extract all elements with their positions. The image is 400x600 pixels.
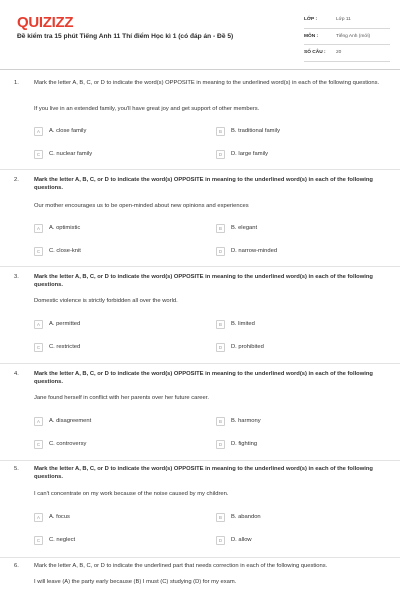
- worksheet-title: Đề kiểm tra 15 phút Tiếng Anh 11 Thí điểm Học kì 1 (có đáp án - Đề 5): [17, 33, 234, 40]
- option-text: C. close-knit: [49, 248, 81, 254]
- meta-row-subject: [304, 29, 390, 46]
- option-text: D. narrow-minded: [231, 248, 278, 254]
- question-2: [0, 169, 400, 266]
- option-letter-box: B: [216, 417, 225, 426]
- option-letter-box: A: [34, 224, 43, 233]
- question-divider: [0, 266, 400, 267]
- option-text: B. limited: [231, 321, 255, 327]
- option-text: D. large family: [231, 151, 269, 157]
- option-b[interactable]: [216, 319, 255, 329]
- option-letter-box: D: [216, 440, 225, 449]
- question-number: 3.: [14, 274, 19, 280]
- meta-key: LỚP :: [304, 17, 318, 23]
- option-text: A. permitted: [49, 321, 81, 327]
- option-c[interactable]: [34, 246, 81, 256]
- option-letter-box: A: [34, 127, 43, 136]
- question-sentence: Jane found herself in conflict with her parents over her future career.: [34, 395, 209, 401]
- option-letter-box: C: [34, 150, 43, 159]
- question-instruction: Mark the letter A, B, C, or D to indicate the word(s) OPPOSITE in meaning to the underlined word(s) in each of the following questions.: [34, 466, 373, 480]
- question-1: [0, 72, 400, 169]
- option-text: B. abandon: [231, 514, 261, 520]
- option-text: C. restricted: [49, 344, 81, 350]
- option-d[interactable]: [216, 342, 264, 352]
- option-letter-box: D: [216, 247, 225, 256]
- option-d[interactable]: [216, 535, 252, 545]
- option-b[interactable]: [216, 416, 261, 426]
- meta-key: SỐ CÂU :: [304, 50, 326, 56]
- option-c[interactable]: [34, 149, 92, 159]
- option-a[interactable]: [34, 416, 91, 426]
- option-c[interactable]: [34, 439, 86, 449]
- meta-value: Tiếng Anh (mới): [336, 33, 371, 39]
- option-b[interactable]: [216, 126, 280, 136]
- question-number: 4.: [14, 371, 19, 377]
- question-sentence: I can't concentrate on my work because of the noise caused by my children.: [34, 491, 229, 497]
- worksheet-meta: [304, 12, 390, 62]
- option-b[interactable]: [216, 223, 257, 233]
- option-letter-box: C: [34, 536, 43, 545]
- option-text: D. prohibited: [231, 344, 264, 350]
- option-letter-box: C: [34, 440, 43, 449]
- question-sentence: Our mother encourages us to be open-minded about new opinions and experiences: [34, 203, 249, 209]
- option-letter-box: D: [216, 343, 225, 352]
- option-text: D. allow: [231, 537, 252, 543]
- meta-value: 20: [336, 50, 342, 56]
- option-letter-box: B: [216, 513, 225, 522]
- option-a[interactable]: [34, 512, 70, 522]
- option-text: A. close family: [49, 128, 87, 134]
- option-text: B. traditional family: [231, 128, 280, 134]
- option-b[interactable]: [216, 512, 261, 522]
- meta-row-class: [304, 12, 390, 29]
- option-text: C. neglect: [49, 537, 76, 543]
- question-instruction: Mark the letter A, B, C, or D to indicate the word(s) OPPOSITE in meaning to the underlined word(s) in each of the following questions.: [34, 371, 373, 385]
- question-instruction: Mark the letter A, B, C, or D to indicate the word(s) OPPOSITE in meaning to the underlined word(s) in each of the following questions.: [34, 80, 380, 86]
- option-letter-box: C: [34, 343, 43, 352]
- option-text: C. nuclear family: [49, 151, 93, 157]
- meta-key: MÔN :: [304, 33, 319, 39]
- question-number: 1.: [14, 80, 19, 86]
- option-text: A. focus: [49, 514, 70, 520]
- option-letter-box: B: [216, 224, 225, 233]
- option-letter-box: C: [34, 247, 43, 256]
- option-c[interactable]: [34, 535, 75, 545]
- option-text: B. elegant: [231, 225, 258, 231]
- option-letter-box: D: [216, 536, 225, 545]
- option-letter-box: A: [34, 417, 43, 426]
- option-letter-box: A: [34, 320, 43, 329]
- question-number: 6.: [14, 563, 19, 569]
- header-divider: [0, 69, 400, 70]
- quizizz-logo: QUIZIZZ: [17, 14, 74, 31]
- question-4: [0, 363, 400, 460]
- option-a[interactable]: [34, 319, 80, 329]
- question-sentence: I will leave (A) the party early because (B) I must (C) studying (D) for my exam.: [34, 579, 237, 585]
- option-text: A. optimistic: [49, 225, 81, 231]
- question-instruction: Mark the letter A, B, C, or D to indicate the underlined part that needs correction in each of the following questions.: [34, 563, 328, 569]
- question-sentence: If you live in an extended family, you'll have great joy and get support of other members.: [34, 106, 260, 112]
- question-5: [0, 460, 400, 557]
- option-letter-box: B: [216, 127, 225, 136]
- option-letter-box: B: [216, 320, 225, 329]
- question-6: [0, 557, 400, 600]
- meta-value: Lớp 11: [336, 17, 351, 23]
- option-text: A. disagreement: [49, 418, 92, 424]
- option-letter-box: D: [216, 150, 225, 159]
- question-divider: [0, 363, 400, 364]
- question-3: [0, 266, 400, 363]
- question-instruction: Mark the letter A, B, C, or D to indicate the word(s) OPPOSITE in meaning to the underlined word(s) in each of the following questions.: [34, 274, 373, 288]
- question-sentence: Domestic violence is strictly forbidden all over the world.: [34, 298, 178, 304]
- option-d[interactable]: [216, 149, 268, 159]
- option-text: D. fighting: [231, 441, 258, 447]
- option-a[interactable]: [34, 223, 80, 233]
- question-number: 2.: [14, 177, 19, 183]
- option-c[interactable]: [34, 342, 80, 352]
- question-instruction: Mark the letter A, B, C, or D to indicate the word(s) OPPOSITE in meaning to the underlined word(s) in each of the following questions.: [34, 177, 373, 191]
- meta-row-count: [304, 45, 390, 62]
- option-d[interactable]: [216, 439, 257, 449]
- option-letter-box: A: [34, 513, 43, 522]
- option-a[interactable]: [34, 126, 86, 136]
- option-text: B. harmony: [231, 418, 261, 424]
- question-divider: [0, 460, 400, 461]
- worksheet-header: [0, 0, 400, 66]
- question-divider: [0, 557, 400, 558]
- option-text: C. controversy: [49, 441, 87, 447]
- question-divider: [0, 169, 400, 170]
- option-d[interactable]: [216, 246, 277, 256]
- question-number: 5.: [14, 466, 19, 472]
